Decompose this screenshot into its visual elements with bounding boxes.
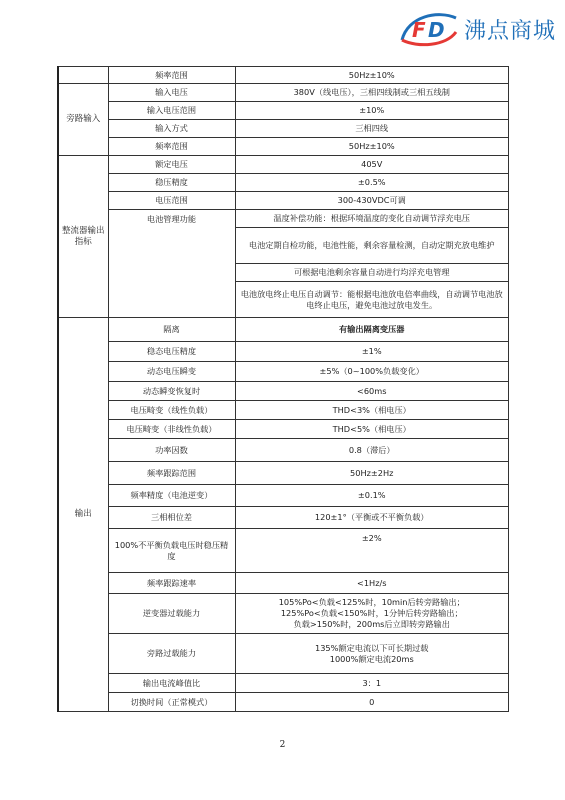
table-row — [58, 382, 509, 401]
table-row — [58, 138, 509, 156]
table-row — [58, 210, 509, 228]
spec-table — [57, 66, 509, 712]
param-value: <60ms — [235, 382, 509, 401]
param-value: 三相四线 — [235, 120, 509, 138]
param-name: 稳压精度 — [108, 174, 235, 192]
param-value: ±0.1% — [235, 485, 509, 507]
param-value: 有输出隔离变压器 — [235, 318, 509, 342]
param-name: 切换时间（正常模式） — [108, 693, 235, 712]
param-name: 100%不平衡负载电压时稳压精度 — [108, 529, 235, 573]
group-label-output: 输出 — [58, 318, 108, 712]
table-row — [58, 401, 509, 420]
param-name: 电压畸变（非线性负载） — [108, 420, 235, 439]
param-name: 额定电压 — [108, 156, 235, 174]
param-value: 300-430VDC可调 — [235, 192, 509, 210]
param-value: THD<3%（相电压） — [235, 401, 509, 420]
param-value: 电池定期自检功能，电池性能，剩余容量检测，自动定期充放电维护 — [235, 228, 509, 264]
param-name: 逆变器过载能力 — [108, 594, 235, 634]
group-label-bypass: 旁路输入 — [58, 84, 108, 156]
page-number: 2 — [279, 740, 286, 750]
table-row — [58, 156, 509, 174]
param-value: 3：1 — [235, 674, 509, 693]
param-name: 频率范围 — [108, 138, 235, 156]
brand-logo — [398, 8, 558, 48]
table-row — [58, 462, 509, 485]
param-name: 输入电压范围 — [108, 102, 235, 120]
param-name: 输出电流峰值比 — [108, 674, 235, 693]
param-value: 120±1°（平衡或不平衡负载） — [235, 507, 509, 529]
table-row — [58, 362, 509, 382]
param-name: 电压畸变（线性负载） — [108, 401, 235, 420]
param-name: 频率跟踪范围 — [108, 462, 235, 485]
param-value: 50Hz±10% — [235, 67, 509, 84]
svg-text:F: F — [412, 18, 426, 42]
table-row — [58, 594, 509, 634]
param-name: 隔离 — [108, 318, 235, 342]
param-value: ±10% — [235, 102, 509, 120]
table-row — [58, 507, 509, 529]
param-name: 动态瞬变恢复时 — [108, 382, 235, 401]
table-row — [58, 439, 509, 462]
table-row — [58, 102, 509, 120]
param-name: 稳态电压精度 — [108, 342, 235, 362]
table-row — [58, 174, 509, 192]
param-name: 动态电压瞬变 — [108, 362, 235, 382]
param-name: 频率跟踪速率 — [108, 573, 235, 594]
brand-name: 沸点商城 — [464, 19, 557, 44]
param-value: ±5%（0~100%负载变化） — [235, 362, 509, 382]
param-name: 输入电压 — [108, 84, 235, 102]
param-value: 电池放电终止电压自动调节：能根据电池放电倍率曲线，自动调节电池放电终止电压，避免电池过放电发生。 — [235, 282, 509, 318]
param-name: 频率精度（电池逆变） — [108, 485, 235, 507]
param-value: 380V（线电压），三相四线制或三相五线制 — [235, 84, 509, 102]
table-row — [58, 318, 509, 342]
table-row — [58, 420, 509, 439]
param-value: ±0.5% — [235, 174, 509, 192]
param-name: 三相相位差 — [108, 507, 235, 529]
table-row — [58, 634, 509, 674]
param-value: ±1% — [235, 342, 509, 362]
param-value: <1Hz/s — [235, 573, 509, 594]
param-name: 电池管理功能 — [108, 210, 235, 318]
param-value: 温度补偿功能：根据环境温度的变化自动调节浮充电压 — [235, 210, 509, 228]
table-row — [58, 84, 509, 102]
table-row — [58, 693, 509, 712]
table-row — [58, 573, 509, 594]
overload-line: 105%Po<负载<125%时，10min后转旁路输出； — [278, 597, 465, 607]
group-cell-empty — [58, 67, 108, 84]
overload-line: 负载>150%时，200ms后立即转旁路输出 — [293, 619, 450, 629]
table-row — [58, 529, 509, 573]
param-value: 50Hz±10% — [235, 138, 509, 156]
table-row — [58, 485, 509, 507]
param-value: 0.8（滞后） — [235, 439, 509, 462]
param-name: 旁路过载能力 — [108, 634, 235, 674]
param-value: 405V — [235, 156, 509, 174]
group-label-rectifier: 整流器输出指标 — [58, 156, 108, 318]
table-row — [58, 120, 509, 138]
param-name: 电压范围 — [108, 192, 235, 210]
param-value — [235, 634, 509, 674]
table-row — [58, 342, 509, 362]
param-value: THD<5%（相电压） — [235, 420, 509, 439]
fd-logo-icon — [398, 10, 460, 48]
table-row — [58, 192, 509, 210]
table-row — [58, 674, 509, 693]
svg-text:D: D — [428, 18, 445, 42]
overload-line: 125%Po<负载<150%时，1分钟后转旁路输出； — [280, 608, 463, 618]
param-name: 功率因数 — [108, 439, 235, 462]
param-value: 可根据电池剩余容量自动进行均浮充电管理 — [235, 264, 509, 282]
bypass-overload-line: 1000%额定电流20ms — [329, 653, 414, 664]
table-row — [58, 67, 509, 84]
param-value: 50Hz±2Hz — [235, 462, 509, 485]
param-value: 0 — [235, 693, 509, 712]
param-name: 输入方式 — [108, 120, 235, 138]
param-name: 频率范围 — [108, 67, 235, 84]
bypass-overload-line: 135%额定电流以下可长期过载 — [315, 642, 429, 653]
param-value: ±2% — [235, 529, 509, 573]
param-value — [235, 594, 509, 634]
